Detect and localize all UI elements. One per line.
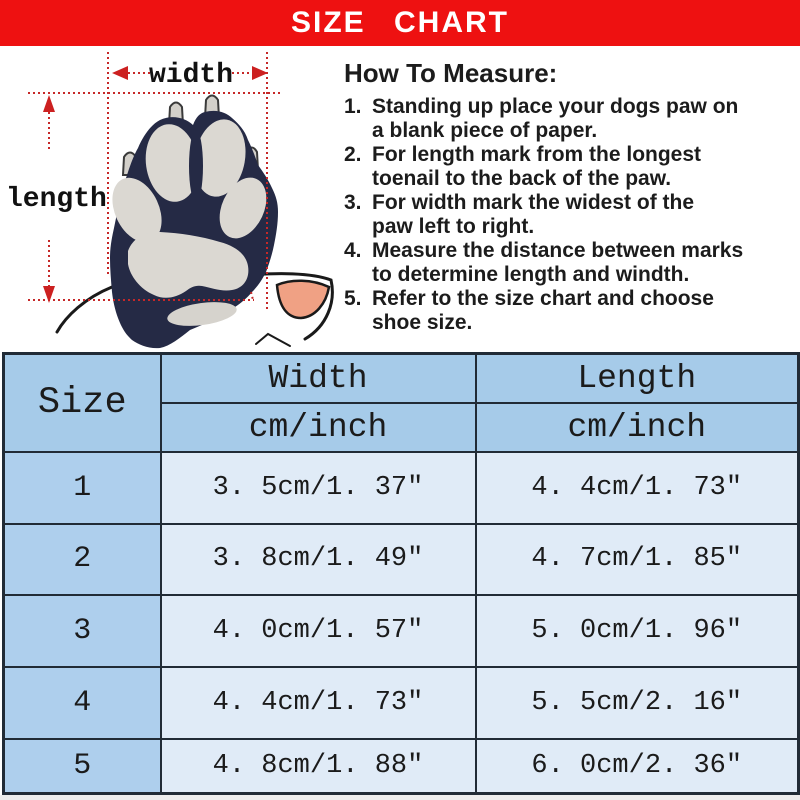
instruction-item: [344, 287, 800, 335]
title-banner: [0, 0, 800, 46]
instruction-text: [372, 191, 694, 239]
how-to-measure-heading: How To Measure:: [344, 58, 558, 88]
width-value: 4. 0cm/1. 57″: [161, 595, 476, 667]
paw-measurement-diagram: [0, 46, 340, 352]
width-label: width: [148, 60, 234, 91]
size-table: [2, 352, 800, 795]
instruction-line: toenail to the back of the paw.: [372, 167, 672, 190]
table-row: [4, 739, 799, 794]
instruction-number: 1.: [344, 95, 362, 118]
length-value: 6. 0cm/2. 36″: [476, 739, 799, 794]
instruction-line: Refer to the size chart and choose: [372, 287, 714, 310]
size-value: 4: [4, 667, 161, 739]
instruction-line: For length mark from the longest: [372, 143, 702, 166]
instruction-number: 2.: [344, 143, 362, 166]
instruction-item: [344, 239, 800, 287]
instruction-line: Standing up place your dogs paw on: [372, 95, 739, 118]
length-value: 5. 0cm/1. 96″: [476, 595, 799, 667]
table-row: [4, 667, 799, 739]
instruction-line: For width mark the widest of the: [372, 191, 695, 214]
instruction-number: 4.: [344, 239, 362, 262]
size-column-header: Size: [4, 354, 161, 452]
instruction-text: [372, 95, 738, 143]
instruction-text: [372, 143, 701, 191]
paw-diagram-svg: [0, 46, 340, 352]
dewclaw-nail: [277, 281, 329, 318]
size-value: 3: [4, 595, 161, 667]
instruction-number: 3.: [344, 191, 362, 214]
size-value: 1: [4, 452, 161, 524]
bottom-divider: [0, 795, 800, 800]
instruction-item: [344, 191, 800, 239]
table-row: [4, 524, 799, 595]
length-value: 5. 5cm/2. 16″: [476, 667, 799, 739]
length-unit-header: cm/inch: [476, 403, 799, 452]
instruction-number: 5.: [344, 287, 362, 310]
table-row: [4, 595, 799, 667]
length-label: length: [6, 184, 107, 215]
length-value: 4. 7cm/1. 85″: [476, 524, 799, 595]
width-value: 3. 5cm/1. 37″: [161, 452, 476, 524]
instruction-item: [344, 143, 800, 191]
width-column-header: Width: [161, 354, 476, 403]
instruction-line: to determine length and windth.: [372, 263, 690, 286]
page-title: SIZE CHART: [291, 6, 509, 39]
instruction-text: [372, 239, 743, 287]
instruction-line: shoe size.: [372, 311, 473, 334]
instruction-line: a blank piece of paper.: [372, 119, 598, 142]
size-value: 5: [4, 739, 161, 794]
table-header-row: [4, 354, 799, 403]
size-value: 2: [4, 524, 161, 595]
instruction-line: Measure the distance between marks: [372, 239, 744, 262]
width-unit-header: cm/inch: [161, 403, 476, 452]
width-value: 4. 4cm/1. 73″: [161, 667, 476, 739]
length-column-header: Length: [476, 354, 799, 403]
instruction-text: [372, 287, 714, 335]
paw-webbing: [189, 130, 203, 202]
instruction-item: [344, 95, 800, 143]
width-value: 4. 8cm/1. 88″: [161, 739, 476, 794]
table-row: [4, 452, 799, 524]
how-to-measure-section: [344, 58, 800, 335]
instruction-line: paw left to right.: [372, 215, 535, 238]
length-value: 4. 4cm/1. 73″: [476, 452, 799, 524]
width-value: 3. 8cm/1. 49″: [161, 524, 476, 595]
